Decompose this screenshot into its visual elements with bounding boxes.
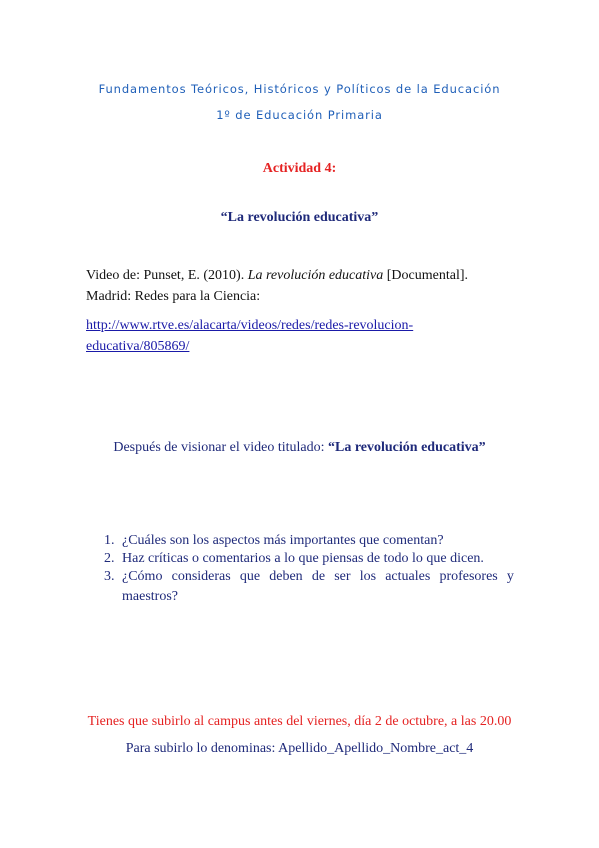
instruction: [0, 440, 599, 456]
question-word: y: [506, 569, 514, 584]
question-number: 2.: [104, 551, 115, 566]
instruction-text: Después de visionar el video titulado:: [113, 440, 328, 455]
activity-title: “La revolución educativa”: [220, 210, 379, 225]
question-word: deben: [269, 569, 303, 584]
reference-suffix: [Documental].: [383, 268, 469, 283]
question-text-line1: [122, 569, 514, 585]
question-word: que: [239, 569, 261, 584]
question-text: Haz críticas o comentarios a lo que piensas de todo lo que dicen.: [122, 551, 484, 566]
reference-work-title: La revolución educativa: [247, 268, 384, 283]
reference-prefix: Video de: Punset, E. (2010).: [86, 268, 248, 283]
question-word: consideras: [171, 569, 231, 584]
question-word: actuales: [385, 569, 431, 584]
course-grade: 1º de Educación Primaria: [216, 108, 383, 122]
question-word: ser: [334, 569, 351, 584]
question-word: profesores: [439, 569, 498, 584]
question-text: [122, 569, 514, 585]
question-number: 3.: [104, 569, 115, 584]
question-word: los: [359, 569, 377, 584]
course-title: Fundamentos Teóricos, Históricos y Políticos de la Educación: [98, 82, 501, 96]
deadline-notice: Tienes que subirlo al campus antes del viernes, día 2 de octubre, a las 20.00: [87, 714, 512, 729]
instruction-video-title: “La revolución educativa”: [327, 440, 486, 455]
video-link-line2[interactable]: educativa/805869/: [86, 339, 190, 354]
activity-label: Actividad 4:: [262, 161, 337, 176]
question-text: ¿Cuáles son los aspectos más importantes que comentan?: [122, 533, 444, 548]
question-number: 1.: [104, 533, 115, 548]
video-link-line1[interactable]: http://www.rtve.es/alacarta/videos/redes/redes-revolucion-: [86, 318, 414, 333]
reference-publisher: Madrid: Redes para la Ciencia:: [86, 289, 261, 304]
question-text-line2: maestros?: [122, 589, 178, 604]
question-word: de: [311, 569, 326, 584]
question-word: ¿Cómo: [122, 569, 163, 584]
video-reference: [86, 268, 468, 284]
naming-instruction: Para subirlo lo denominas: Apellido_Apellido_Nombre_act_4: [125, 741, 474, 756]
